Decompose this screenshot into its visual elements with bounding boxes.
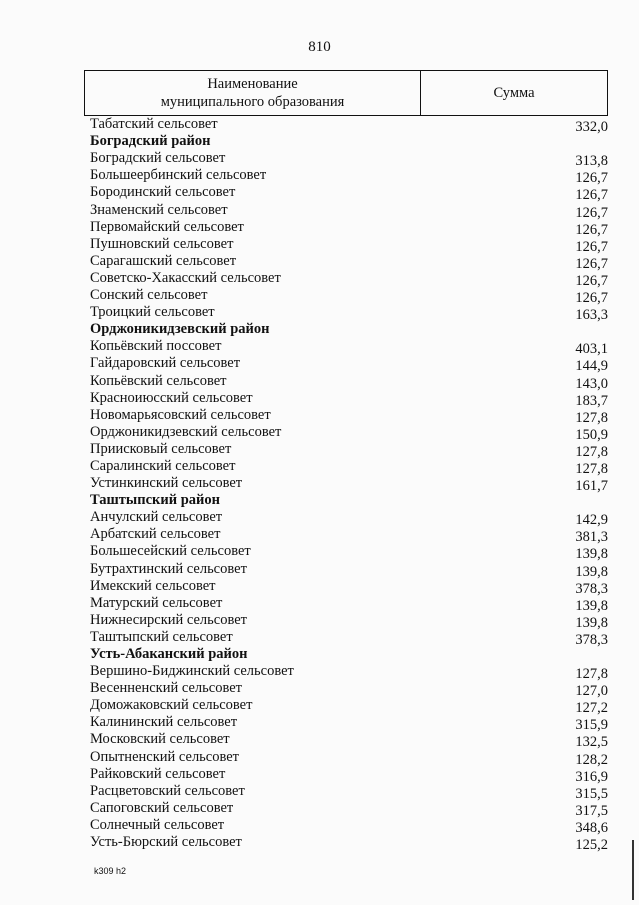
table-row <box>84 560 608 580</box>
amount-value: 126,7 <box>575 238 608 255</box>
table-row <box>84 304 608 324</box>
amount-value: 127,8 <box>575 409 608 426</box>
municipality-name: Сарагашский сельсовет <box>90 252 237 269</box>
amount-value: 127,0 <box>575 683 608 700</box>
table-row <box>84 150 608 170</box>
municipality-name: Боградский сельсовет <box>90 150 226 167</box>
municipality-name: Новомарьясовский сельсовет <box>90 406 271 423</box>
table-row <box>84 697 608 717</box>
table-row <box>84 355 608 375</box>
table-row <box>84 116 608 136</box>
table-row <box>84 458 608 475</box>
municipality-name: Большеербинский сельсовет <box>90 167 267 184</box>
amount-value: 143,0 <box>575 375 608 392</box>
municipality-name: Троицкий сельсовет <box>90 304 215 321</box>
municipality-name: Копьёвский сельсовет <box>90 372 227 389</box>
municipality-name: Таштыпский сельсовет <box>90 628 233 645</box>
amount-value: 128,2 <box>575 751 608 768</box>
table-row <box>84 612 608 629</box>
amount-value: 127,8 <box>575 443 608 460</box>
amount-value: 126,7 <box>575 221 608 238</box>
table-row <box>84 201 608 221</box>
municipality-name: Бутрахтинский сельсовет <box>90 560 247 577</box>
municipality-name: Вершино-Биджинский сельсовет <box>90 663 294 680</box>
municipality-name: Опытненский сельсовет <box>90 748 240 765</box>
district-name: Таштыпский район <box>90 492 220 509</box>
municipality-name: Советско-Хакасский сельсовет <box>90 269 281 286</box>
municipality-name: Калининский сельсовет <box>90 714 238 731</box>
amount-value: 142,9 <box>575 512 608 529</box>
amount-value: 315,9 <box>575 717 608 734</box>
amount-value: 348,6 <box>575 819 608 836</box>
amount-value: 144,9 <box>575 358 608 375</box>
district-name: Орджоникидзевский район <box>90 321 270 338</box>
table-body <box>84 116 608 854</box>
municipality-name: Гайдаровский сельсовет <box>90 355 241 372</box>
district-name: Усть-Абаканский район <box>90 646 248 662</box>
amount-value: 381,3 <box>575 529 608 546</box>
municipality-name: Солнечный сельсовет <box>90 816 225 833</box>
amount-value: 126,7 <box>575 290 608 307</box>
municipality-name: Матурский сельсовет <box>90 594 223 611</box>
table-row <box>84 219 608 236</box>
table-row <box>84 441 608 458</box>
amount-value: 126,7 <box>575 187 608 204</box>
table-row <box>84 629 608 646</box>
municipality-name: Райковский сельсовет <box>90 765 226 782</box>
amount-value: 378,3 <box>575 580 608 597</box>
table-row <box>84 407 608 424</box>
district-heading-row <box>84 321 608 338</box>
amount-value: 125,2 <box>575 837 608 854</box>
table-row <box>84 270 608 287</box>
amount-value: 127,8 <box>575 666 608 683</box>
amount-value: 126,7 <box>575 272 608 289</box>
table-row <box>84 817 608 834</box>
table-row <box>84 783 608 800</box>
municipality-name: Орджоникидзевский сельсовет <box>90 423 282 440</box>
scan-edge-mark <box>632 840 634 900</box>
amount-value: 127,8 <box>575 460 608 477</box>
amount-value: 139,8 <box>575 563 608 580</box>
table-row <box>84 167 608 187</box>
table-row <box>84 748 608 768</box>
table-row <box>84 714 608 734</box>
table-row <box>84 578 608 595</box>
municipality-name: Бородинский сельсовет <box>90 184 236 201</box>
municipality-name: Знаменский сельсовет <box>90 201 228 218</box>
amount-value: 139,8 <box>575 546 608 563</box>
amount-value: 378,3 <box>575 631 608 648</box>
municipality-name: Московский сельсовет <box>90 731 230 748</box>
amount-value: 316,9 <box>575 768 608 785</box>
municipality-name: Сапоговский сельсовет <box>90 799 234 816</box>
table-row <box>84 526 608 546</box>
district-heading-row <box>84 492 608 509</box>
table-row <box>84 509 608 529</box>
municipality-name: Красноиюсский сельсовет <box>90 389 253 406</box>
table-row <box>84 184 608 204</box>
amount-value: 315,5 <box>575 785 608 802</box>
amount-value: 183,7 <box>575 392 608 409</box>
table-row <box>84 663 608 683</box>
amount-value: 317,5 <box>575 802 608 819</box>
table-row <box>84 390 608 407</box>
municipality-name: Большесейский сельсовет <box>90 543 251 560</box>
page-number: 810 <box>308 39 331 55</box>
municipality-name: Расцветовский сельсовет <box>90 782 245 799</box>
municipality-name: Весенненский сельсовет <box>90 680 242 697</box>
municipality-name: Первомайский сельсовет <box>90 218 244 235</box>
municipality-name: Приисковый сельсовет <box>90 440 232 457</box>
municipality-name: Анчулский сельсовет <box>90 509 223 526</box>
table-row <box>84 595 608 612</box>
municipality-name: Усть-Бюрский сельсовет <box>90 834 242 851</box>
amount-value: 126,7 <box>575 255 608 272</box>
amount-value: 126,7 <box>575 170 608 187</box>
column-header-name-line1: Наименование <box>207 76 298 92</box>
amount-value: 313,8 <box>575 153 608 170</box>
municipality-name: Устинкинский сельсовет <box>90 475 243 492</box>
table-row <box>84 338 608 358</box>
amount-value: 403,1 <box>575 341 608 358</box>
amount-value: 163,3 <box>575 307 608 324</box>
municipality-name: Имекский сельсовет <box>90 577 216 594</box>
municipality-name: Доможаковский сельсовет <box>90 697 253 714</box>
amount-value: 150,9 <box>575 426 608 443</box>
table-row <box>84 543 608 563</box>
table-row <box>84 424 608 441</box>
district-heading-row <box>84 133 608 150</box>
amount-value: 126,7 <box>575 204 608 221</box>
table-row <box>84 680 608 700</box>
table-row <box>84 475 608 495</box>
table-row <box>84 287 608 307</box>
municipality-name: Арбатский сельсовет <box>90 526 221 543</box>
amount-value: 139,8 <box>575 597 608 614</box>
table-row <box>84 766 608 783</box>
table-row <box>84 372 608 392</box>
column-header-sum: Сумма <box>493 85 535 101</box>
amount-value: 127,2 <box>575 700 608 717</box>
footer-code: k309 h2 <box>94 866 127 876</box>
municipality-name: Саралинский сельсовет <box>90 457 236 474</box>
municipality-name: Табатский сельсовет <box>90 116 218 133</box>
municipality-name: Нижнесирский сельсовет <box>90 611 247 628</box>
table-row <box>84 253 608 270</box>
municipality-name: Сонский сельсовет <box>90 287 208 304</box>
amount-value: 132,5 <box>575 734 608 751</box>
table-row <box>84 731 608 751</box>
table-row <box>84 834 608 854</box>
column-header-name <box>85 71 421 115</box>
amount-value: 139,8 <box>575 614 608 631</box>
table-row <box>84 800 608 817</box>
municipality-name: Копьёвский поссовет <box>90 338 222 355</box>
table-header <box>84 70 608 116</box>
municipality-name: Пушновский сельсовет <box>90 235 234 252</box>
table-row <box>84 236 608 253</box>
column-header-name-line2: муниципального образования <box>160 94 345 110</box>
district-heading-row <box>84 646 608 663</box>
amount-value: 332,0 <box>575 119 608 136</box>
amount-value: 161,7 <box>575 478 608 495</box>
district-name: Боградский район <box>90 133 211 150</box>
